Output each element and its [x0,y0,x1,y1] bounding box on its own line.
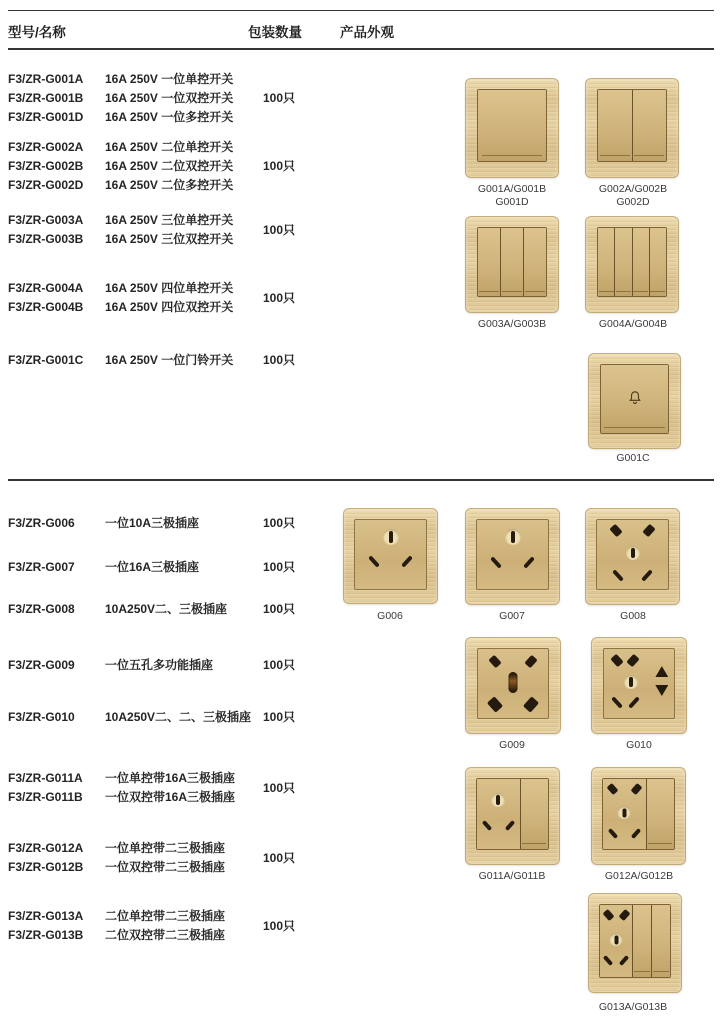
pin-slot-left [608,828,618,839]
model-number: F3/ZR-G013B [8,928,84,942]
package-qty: 100只 [263,918,296,933]
model-number: F3/ZR-G009 [8,658,75,672]
flat-pin-slot-right [618,909,630,921]
switch-rocker-area [597,227,667,298]
model-number: F3/ZR-G002B [8,159,84,173]
model-column [8,351,105,370]
qty-column [263,70,295,127]
model-number: F3/ZR-G008 [8,602,75,616]
product-desc: 16A 250V 一位单控开关 [105,72,234,86]
row-group-g001 [8,70,438,127]
pin-slot [511,531,515,543]
product-desc: 二位双控带二三极插座 [105,928,226,942]
row-group-g012 [8,839,438,877]
desc-column [105,138,263,195]
product-image-g006-socket [343,508,438,604]
qty-column [263,351,295,370]
flat-pin-slot-right [524,654,537,668]
model-column [8,138,105,195]
product-image-g004-switch [585,216,679,313]
product-caption: G004A/G004B [598,318,668,330]
model-column [8,600,105,619]
model-number: F3/ZR-G001D [8,110,84,124]
model-number: F3/ZR-G001B [8,91,84,105]
doorbell-icon [627,389,643,410]
product-caption: G002D [616,196,650,208]
product-image-g007-socket [465,508,560,605]
universal-pin-hole [509,672,518,693]
switch-rocker-area [477,227,547,298]
product-image-g009-socket [465,637,561,734]
product-desc: 16A 250V 二位多控开关 [105,178,234,192]
switch-rocker [615,228,631,297]
qty-column [263,279,295,317]
switch-rocker [598,228,614,297]
model-column [8,708,105,727]
product-desc: 16A 250V 四位双控开关 [105,300,234,314]
product-desc: 一位单控带16A三极插座 [105,771,236,785]
socket-face-5hole [596,519,668,591]
product-image-g001c-doorbell-switch [588,353,681,449]
model-number: F3/ZR-G002D [8,178,84,192]
model-number: F3/ZR-G001C [8,353,84,367]
section-divider [8,479,714,481]
row-group-g002 [8,138,438,195]
header-rule [8,48,714,50]
product-desc: 10A250V二、二、三极插座 [105,710,252,724]
model-column [8,839,105,877]
qty-column [263,769,295,807]
model-number: F3/ZR-G012A [8,841,84,855]
row-group-g010 [8,708,438,727]
product-caption: G008 [620,610,646,622]
model-column [8,211,105,249]
model-number: F3/ZR-G004B [8,300,84,314]
product-caption: G012A/G012B [604,870,674,882]
model-column [8,558,105,577]
vertical-pin-slot-top [655,666,668,677]
qty-column [263,558,295,577]
model-number: F3/ZR-G003A [8,213,84,227]
model-number: F3/ZR-G011B [8,790,83,804]
product-desc: 16A 250V 四位单控开关 [105,281,234,295]
package-qty: 100只 [263,780,296,795]
model-number: F3/ZR-G011A [8,771,83,785]
switch-rocker-area [477,89,547,162]
desc-column [105,907,263,945]
qty-column [263,211,295,249]
product-image-g002-switch [585,78,679,178]
qty-column [263,839,295,877]
pin-slot-left [482,820,492,831]
product-caption: G002A/G002B [598,183,668,195]
header-package-qty: 包装数量 [248,25,302,40]
product-image-g010-socket [591,637,687,734]
model-number: F3/ZR-G004A [8,281,84,295]
combo-face [599,904,670,978]
package-qty: 100只 [263,850,296,865]
package-qty: 100只 [263,290,296,305]
pin-slot-right [628,696,640,708]
product-desc: 一位10A三极插座 [105,516,200,530]
package-qty: 100只 [263,91,296,105]
product-desc: 10A250V二、三极插座 [105,602,228,616]
model-number: F3/ZR-G007 [8,560,75,574]
product-caption: G001A/G001B [477,183,547,195]
switch-rocker [521,779,548,850]
earth-pin-hole [383,529,399,545]
switch-rocker-area [647,779,674,850]
flat-pin-slot-left [609,524,622,538]
product-image-g013-switch-socket [588,893,682,993]
flat-pin-slot-left [602,909,614,921]
top-rule [8,10,714,11]
row-group-g009 [8,656,438,675]
pin-slot-left [487,697,503,713]
pin-slot-left [368,556,380,568]
header-model-name: 型号/名称 [8,25,66,40]
qty-column [263,514,295,533]
pin-slot-left [611,696,623,708]
qty-column [263,656,295,675]
model-number: F3/ZR-G012B [8,860,84,874]
row-group-g004 [8,279,438,317]
pin-slot-right [504,820,514,831]
product-desc: 一位单控带二三极插座 [105,841,226,855]
earth-pin-hole [626,546,640,560]
pin-slot [389,531,393,543]
flat-pin-slot-right [630,783,642,795]
switch-rocker-area [597,89,667,162]
package-qty: 100只 [263,560,296,574]
socket-face-3pin [476,519,548,591]
product-desc: 16A 250V 一位多控开关 [105,110,234,124]
package-qty: 100只 [263,710,296,724]
product-desc: 二位单控带二三极插座 [105,909,226,923]
package-qty: 100只 [263,353,296,367]
pin-slot [622,808,626,817]
pin-slot-right [523,556,535,568]
product-image-g011-switch-socket [465,767,560,865]
product-caption: G011A/G011B [478,870,546,882]
row-group-g013 [8,907,438,945]
package-qty: 100只 [263,602,296,616]
product-caption: G006 [377,610,403,622]
product-image-g012-switch-socket [591,767,686,865]
desc-column [105,769,263,807]
model-number: F3/ZR-G001A [8,72,84,86]
pin-slot-left [490,556,502,568]
switch-rocker [633,905,651,977]
pin-slot-right [642,569,654,581]
model-column [8,656,105,675]
desc-column [105,279,263,317]
socket-face-3pin [477,779,519,850]
qty-column [263,138,295,195]
model-number: F3/ZR-G006 [8,516,75,530]
qty-column [263,907,295,945]
product-desc: 一位16A三极插座 [105,560,200,574]
product-desc: 一位五孔多功能插座 [105,658,214,672]
switch-rocker [633,228,649,297]
product-caption: G003A/G003B [477,318,547,330]
switch-rocker [633,90,666,161]
earth-pin-hole [618,806,631,819]
desc-column [105,351,263,370]
row-group-g011 [8,769,438,807]
socket-face-3pin [354,519,426,590]
pin-slot [629,677,633,687]
product-desc: 16A 250V 一位双控开关 [105,91,234,105]
flat-pin-slot-left [607,783,619,795]
product-desc: 16A 250V 三位单控开关 [105,213,234,227]
pin-slot [631,548,635,558]
desc-column [105,211,263,249]
pin-slot-left [612,569,624,581]
model-column [8,769,105,807]
product-desc: 16A 250V 三位双控开关 [105,232,234,246]
switch-rocker-area [600,364,669,434]
desc-column [105,656,263,675]
switch-rocker [478,228,500,297]
pin-slot-right [523,697,539,713]
earth-pin-hole [610,933,623,946]
product-caption: G009 [499,739,525,751]
row-group-g001c [8,351,438,370]
earth-pin-hole [505,529,521,545]
package-qty: 100只 [263,516,296,530]
product-image-g001-switch [465,78,559,178]
switch-rocker [652,905,670,977]
pin-slot-right [401,556,413,568]
switch-rocker [501,228,523,297]
model-column [8,907,105,945]
row-group-g003 [8,211,438,249]
switch-rocker [647,779,674,850]
header-product-appearance: 产品外观 [340,25,394,40]
earth-pin-hole [624,675,638,689]
switch-rocker-area [521,779,548,850]
product-desc: 16A 250V 二位单控开关 [105,140,234,154]
product-image-g003-switch [465,216,559,313]
model-number: F3/ZR-G002A [8,140,84,154]
desc-column [105,839,263,877]
product-caption: G010 [626,739,652,751]
pin-slot-right [631,828,641,839]
switch-rocker [601,365,668,433]
earth-pin-hole [491,793,505,807]
pin-slot-left [603,955,613,966]
pin-slot-right [619,955,629,966]
socket-face-multifunction [477,648,550,720]
qty-column [263,708,295,727]
model-column [8,514,105,533]
product-desc: 16A 250V 一位门铃开关 [105,353,234,367]
switch-rocker [598,90,631,161]
combo-face [476,778,548,851]
model-number: F3/ZR-G003B [8,232,84,246]
flat-pin-slot-left [610,654,623,668]
combo-face [602,778,674,851]
package-qty: 100只 [263,658,296,672]
pin-slot [614,935,618,944]
package-qty: 100只 [263,222,296,237]
desc-column [105,600,263,619]
product-caption: G013A/G013B [598,1001,668,1013]
model-number: F3/ZR-G010 [8,710,75,724]
desc-column [105,558,263,577]
switch-rocker [478,90,546,161]
product-desc: 一位双控带16A三极插座 [105,790,236,804]
switch-rocker [524,228,546,297]
pin-slot [496,795,500,805]
package-qty: 100只 [263,159,296,173]
socket-face-5hole [600,905,632,977]
flat-pin-slot-right [626,654,639,668]
vertical-pin-slot-bottom [655,685,668,696]
desc-column [105,514,263,533]
socket-face-5hole [603,779,645,850]
flat-pin-slot-left [488,654,501,668]
desc-column [105,70,263,127]
socket-face-2-2-3 [603,648,676,720]
model-column [8,70,105,127]
desc-column [105,708,263,727]
switch-rocker [650,228,666,297]
product-caption: G001C [616,452,650,464]
model-number: F3/ZR-G013A [8,909,84,923]
flat-pin-slot-right [642,524,655,538]
product-desc: 一位双控带二三极插座 [105,860,226,874]
product-caption: G001D [495,196,529,208]
product-desc: 16A 250V 二位双控开关 [105,159,234,173]
product-caption: G007 [499,610,525,622]
switch-rocker-area [633,905,670,977]
model-column [8,279,105,317]
qty-column [263,600,295,619]
product-image-g008-socket [585,508,680,605]
